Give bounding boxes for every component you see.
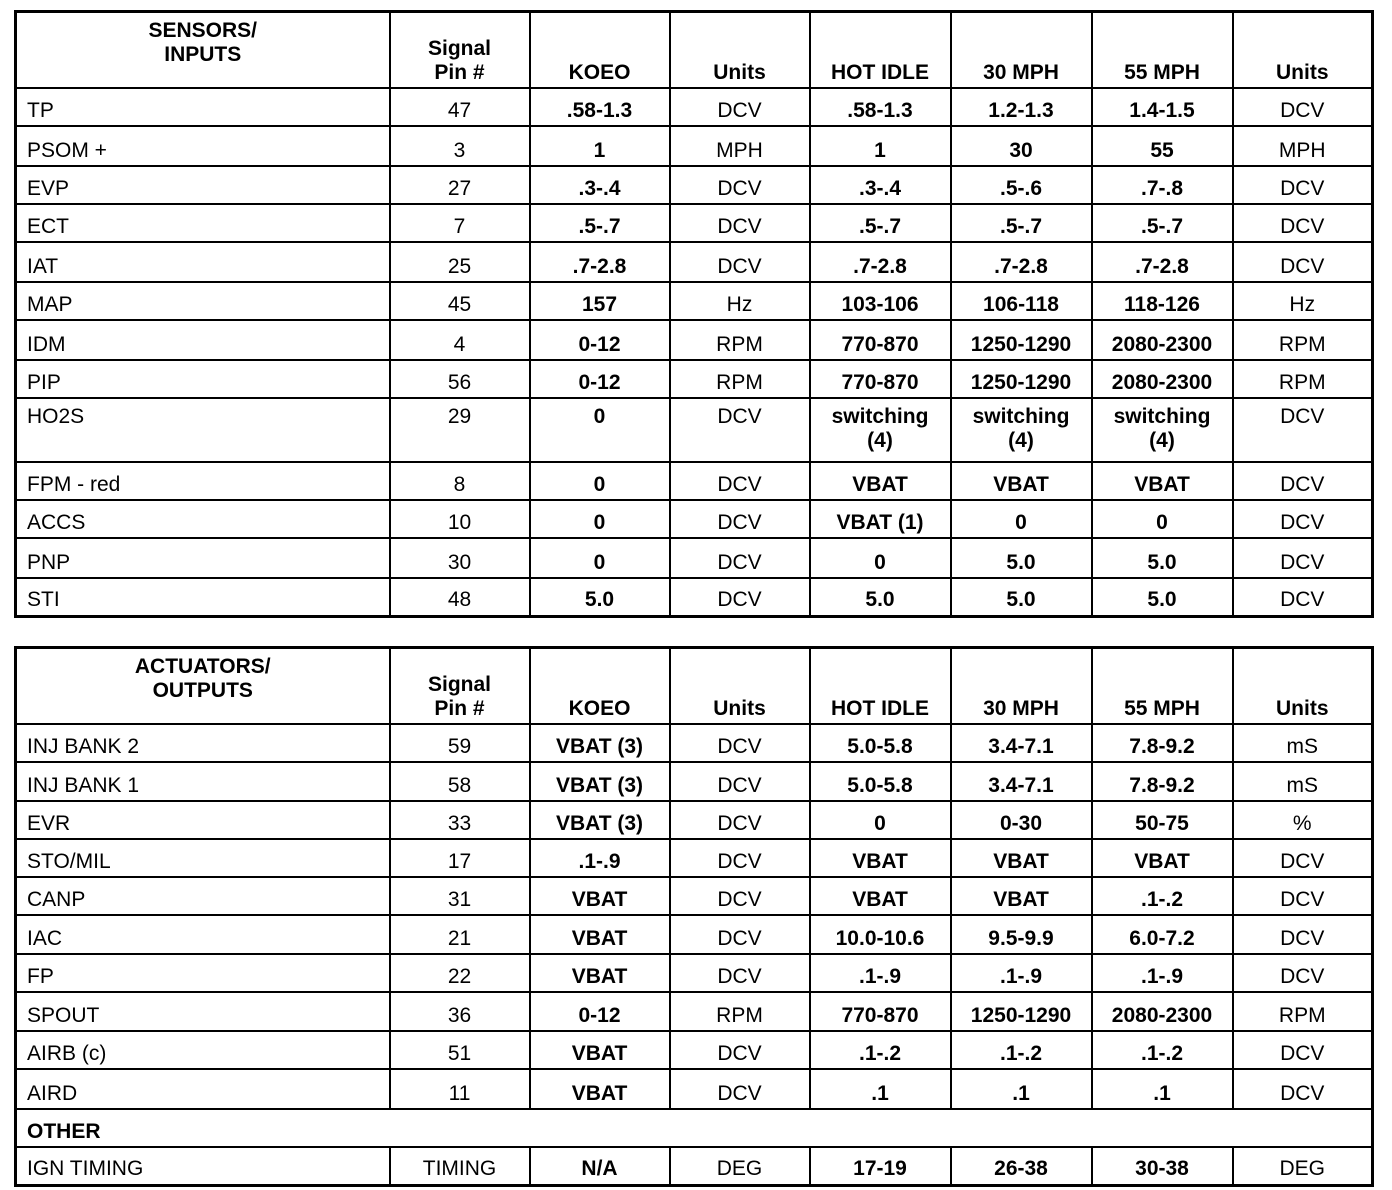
cell-55-mph: 7.8-9.2 [1092, 724, 1233, 762]
cell-units: DEG [670, 1147, 810, 1185]
cell-30-mph: 1250-1290 [951, 360, 1092, 398]
table-row [16, 166, 1373, 204]
cell-55-mph: 118-126 [1092, 282, 1233, 320]
cell-units-2: DCV [1233, 578, 1373, 616]
table-row [16, 992, 1373, 1031]
other-section-label: OTHER [16, 1109, 1373, 1147]
cell-name: PIP [16, 360, 390, 398]
cell-koeo: VBAT [530, 954, 670, 992]
header-signal-pin: Signal Pin # [390, 12, 530, 89]
cell-55-mph: 55 [1092, 126, 1233, 166]
table-row [16, 282, 1373, 320]
cell-55-mph: 0 [1092, 500, 1233, 538]
cell-30-mph: 9.5-9.9 [951, 915, 1092, 954]
cell-hot-idle: .7-2.8 [810, 242, 951, 282]
cell-units: Hz [670, 282, 810, 320]
table-row [16, 398, 1373, 462]
cell-hot-idle: .1-.2 [810, 1031, 951, 1069]
cell-units-2: mS [1233, 762, 1373, 801]
cell-signal-pin: 33 [390, 801, 530, 839]
cell-signal-pin: 31 [390, 877, 530, 915]
cell-55-mph: .5-.7 [1092, 204, 1233, 242]
cell-koeo: 157 [530, 282, 670, 320]
cell-hot-idle: 10.0-10.6 [810, 915, 951, 954]
cell-koeo: 5.0 [530, 578, 670, 616]
cell-signal-pin: 25 [390, 242, 530, 282]
cell-koeo: VBAT (3) [530, 801, 670, 839]
table-row [16, 242, 1373, 282]
cell-name: EVR [16, 801, 390, 839]
cell-hot-idle: .1 [810, 1069, 951, 1109]
cell-units: RPM [670, 360, 810, 398]
cell-koeo: VBAT [530, 877, 670, 915]
header-name: SENSORS/ INPUTS [16, 12, 390, 89]
cell-koeo: .7-2.8 [530, 242, 670, 282]
cell-hot-idle: 5.0-5.8 [810, 724, 951, 762]
cell-units-2: % [1233, 801, 1373, 839]
cell-units-2: DCV [1233, 204, 1373, 242]
cell-hot-idle: 1 [810, 126, 951, 166]
cell-30-mph: 106-118 [951, 282, 1092, 320]
cell-koeo: .3-.4 [530, 166, 670, 204]
table-row [16, 724, 1373, 762]
sensors-inputs-table [14, 10, 1374, 618]
cell-hot-idle: .1-.9 [810, 954, 951, 992]
table-row [16, 1031, 1373, 1069]
header-units: Units [670, 12, 810, 89]
header-hot-idle: HOT IDLE [810, 12, 951, 89]
cell-units: DCV [670, 915, 810, 954]
cell-koeo: 0 [530, 398, 670, 462]
cell-units: DCV [670, 954, 810, 992]
cell-55-mph: 2080-2300 [1092, 320, 1233, 360]
table-row [16, 1069, 1373, 1109]
cell-units-2: MPH [1233, 126, 1373, 166]
table-row [16, 88, 1373, 126]
cell-name: MAP [16, 282, 390, 320]
header-30-mph: 30 MPH [951, 648, 1092, 725]
cell-hot-idle: .3-.4 [810, 166, 951, 204]
table-row [16, 360, 1373, 398]
cell-hot-idle: .58-1.3 [810, 88, 951, 126]
cell-name: HO2S [16, 398, 390, 462]
cell-name: CANP [16, 877, 390, 915]
table-row [16, 954, 1373, 992]
header-name: ACTUATORS/ OUTPUTS [16, 648, 390, 725]
cell-30-mph: 26-38 [951, 1147, 1092, 1185]
cell-name: IAC [16, 915, 390, 954]
cell-units-2: DCV [1233, 88, 1373, 126]
cell-signal-pin: TIMING [390, 1147, 530, 1185]
actuators-outputs-table [14, 646, 1374, 1187]
cell-units: DCV [670, 801, 810, 839]
cell-signal-pin: 56 [390, 360, 530, 398]
cell-koeo: 0 [530, 538, 670, 578]
cell-signal-pin: 22 [390, 954, 530, 992]
cell-koeo: VBAT [530, 1031, 670, 1069]
cell-hot-idle: 17-19 [810, 1147, 951, 1185]
cell-units-2: DCV [1233, 538, 1373, 578]
cell-units-2: RPM [1233, 320, 1373, 360]
cell-units-2: DCV [1233, 398, 1373, 462]
cell-units-2: mS [1233, 724, 1373, 762]
cell-30-mph: 30 [951, 126, 1092, 166]
table-row [16, 500, 1373, 538]
header-55-mph: 55 MPH [1092, 12, 1233, 89]
cell-signal-pin: 11 [390, 1069, 530, 1109]
cell-30-mph: .5-.7 [951, 204, 1092, 242]
cell-koeo: .5-.7 [530, 204, 670, 242]
cell-signal-pin: 51 [390, 1031, 530, 1069]
cell-signal-pin: 48 [390, 578, 530, 616]
cell-hot-idle: 103-106 [810, 282, 951, 320]
cell-units-2: DCV [1233, 242, 1373, 282]
header-units-2: Units [1233, 648, 1373, 725]
cell-30-mph: 3.4-7.1 [951, 724, 1092, 762]
cell-name: STI [16, 578, 390, 616]
cell-30-mph: .5-.6 [951, 166, 1092, 204]
cell-signal-pin: 3 [390, 126, 530, 166]
table-row [16, 320, 1373, 360]
cell-koeo: 1 [530, 126, 670, 166]
cell-name: FP [16, 954, 390, 992]
cell-koeo: .58-1.3 [530, 88, 670, 126]
cell-signal-pin: 27 [390, 166, 530, 204]
cell-name: PSOM + [16, 126, 390, 166]
cell-30-mph: .1 [951, 1069, 1092, 1109]
cell-30-mph: VBAT [951, 877, 1092, 915]
cell-signal-pin: 58 [390, 762, 530, 801]
cell-signal-pin: 21 [390, 915, 530, 954]
cell-signal-pin: 45 [390, 282, 530, 320]
cell-30-mph: .1-.9 [951, 954, 1092, 992]
cell-signal-pin: 59 [390, 724, 530, 762]
actuators-header-row [16, 648, 1373, 725]
cell-signal-pin: 10 [390, 500, 530, 538]
cell-koeo: VBAT (3) [530, 724, 670, 762]
cell-koeo: 0 [530, 462, 670, 500]
table-row [16, 204, 1373, 242]
cell-koeo: 0 [530, 500, 670, 538]
cell-units-2: DCV [1233, 166, 1373, 204]
cell-koeo: 0-12 [530, 320, 670, 360]
cell-units-2: DCV [1233, 462, 1373, 500]
cell-name: ECT [16, 204, 390, 242]
cell-name: TP [16, 88, 390, 126]
cell-signal-pin: 29 [390, 398, 530, 462]
cell-koeo: N/A [530, 1147, 670, 1185]
cell-units-2: DCV [1233, 954, 1373, 992]
cell-30-mph: 5.0 [951, 538, 1092, 578]
cell-30-mph: 1250-1290 [951, 320, 1092, 360]
header-signal-pin: Signal Pin # [390, 648, 530, 725]
cell-units: DCV [670, 839, 810, 877]
cell-30-mph: VBAT [951, 839, 1092, 877]
cell-55-mph: switching (4) [1092, 398, 1233, 462]
header-units-2: Units [1233, 12, 1373, 89]
cell-signal-pin: 17 [390, 839, 530, 877]
cell-koeo: 0-12 [530, 992, 670, 1031]
cell-units: DCV [670, 877, 810, 915]
cell-koeo: VBAT (3) [530, 762, 670, 801]
cell-signal-pin: 47 [390, 88, 530, 126]
table-row [16, 877, 1373, 915]
actuators-table-body [16, 724, 1373, 1185]
sensors-header-row [16, 12, 1373, 89]
cell-units: DCV [670, 242, 810, 282]
cell-30-mph: 5.0 [951, 578, 1092, 616]
cell-units: DCV [670, 1031, 810, 1069]
cell-hot-idle: 0 [810, 801, 951, 839]
cell-units-2: DCV [1233, 915, 1373, 954]
cell-units: DCV [670, 398, 810, 462]
cell-koeo: .1-.9 [530, 839, 670, 877]
cell-signal-pin: 4 [390, 320, 530, 360]
cell-units-2: DCV [1233, 839, 1373, 877]
cell-units-2: DCV [1233, 500, 1373, 538]
cell-30-mph: switching (4) [951, 398, 1092, 462]
cell-55-mph: VBAT [1092, 839, 1233, 877]
cell-hot-idle: switching (4) [810, 398, 951, 462]
cell-units: DCV [670, 88, 810, 126]
cell-55-mph: .1-.9 [1092, 954, 1233, 992]
cell-55-mph: .7-.8 [1092, 166, 1233, 204]
header-55-mph: 55 MPH [1092, 648, 1233, 725]
table-row [16, 915, 1373, 954]
actuators-table-header [16, 648, 1373, 725]
cell-signal-pin: 7 [390, 204, 530, 242]
table-row [16, 578, 1373, 616]
sensors-table-body [16, 88, 1373, 616]
cell-55-mph: .1-.2 [1092, 1031, 1233, 1069]
cell-name: EVP [16, 166, 390, 204]
cell-55-mph: 50-75 [1092, 801, 1233, 839]
table-row [16, 801, 1373, 839]
cell-name: INJ BANK 1 [16, 762, 390, 801]
cell-hot-idle: .5-.7 [810, 204, 951, 242]
cell-30-mph: VBAT [951, 462, 1092, 500]
header-units: Units [670, 648, 810, 725]
cell-55-mph: .7-2.8 [1092, 242, 1233, 282]
table-row [16, 126, 1373, 166]
cell-55-mph: .1-.2 [1092, 877, 1233, 915]
cell-units: DCV [670, 762, 810, 801]
header-koeo: KOEO [530, 648, 670, 725]
cell-hot-idle: 5.0-5.8 [810, 762, 951, 801]
cell-hot-idle: VBAT [810, 462, 951, 500]
cell-55-mph: 1.4-1.5 [1092, 88, 1233, 126]
cell-hot-idle: VBAT [810, 839, 951, 877]
cell-55-mph: VBAT [1092, 462, 1233, 500]
cell-55-mph: 7.8-9.2 [1092, 762, 1233, 801]
header-hot-idle: HOT IDLE [810, 648, 951, 725]
cell-units: DCV [670, 1069, 810, 1109]
cell-signal-pin: 30 [390, 538, 530, 578]
cell-30-mph: 0 [951, 500, 1092, 538]
header-koeo: KOEO [530, 12, 670, 89]
cell-hot-idle: 0 [810, 538, 951, 578]
sensors-table-header [16, 12, 1373, 89]
cell-30-mph: 1250-1290 [951, 992, 1092, 1031]
cell-units: MPH [670, 126, 810, 166]
cell-55-mph: .1 [1092, 1069, 1233, 1109]
cell-hot-idle: VBAT [810, 877, 951, 915]
cell-name: SPOUT [16, 992, 390, 1031]
cell-name: IGN TIMING [16, 1147, 390, 1185]
cell-55-mph: 5.0 [1092, 578, 1233, 616]
cell-name: AIRD [16, 1069, 390, 1109]
cell-units-2: Hz [1233, 282, 1373, 320]
cell-name: IAT [16, 242, 390, 282]
table-row [16, 1147, 1373, 1185]
cell-units-2: DEG [1233, 1147, 1373, 1185]
table-row [16, 462, 1373, 500]
cell-units: RPM [670, 992, 810, 1031]
cell-hot-idle: 5.0 [810, 578, 951, 616]
cell-units: DCV [670, 204, 810, 242]
cell-koeo: 0-12 [530, 360, 670, 398]
cell-name: ACCS [16, 500, 390, 538]
table-row [16, 839, 1373, 877]
cell-units-2: DCV [1233, 877, 1373, 915]
cell-30-mph: 0-30 [951, 801, 1092, 839]
cell-55-mph: 2080-2300 [1092, 992, 1233, 1031]
cell-koeo: VBAT [530, 1069, 670, 1109]
cell-55-mph: 6.0-7.2 [1092, 915, 1233, 954]
cell-hot-idle: VBAT (1) [810, 500, 951, 538]
cell-units: RPM [670, 320, 810, 360]
cell-units: DCV [670, 578, 810, 616]
cell-55-mph: 5.0 [1092, 538, 1233, 578]
cell-30-mph: 1.2-1.3 [951, 88, 1092, 126]
cell-units: DCV [670, 500, 810, 538]
other-section-row [16, 1109, 1373, 1147]
cell-signal-pin: 8 [390, 462, 530, 500]
cell-units: DCV [670, 462, 810, 500]
table-row [16, 538, 1373, 578]
header-30-mph: 30 MPH [951, 12, 1092, 89]
cell-30-mph: .7-2.8 [951, 242, 1092, 282]
cell-units-2: DCV [1233, 1031, 1373, 1069]
cell-units-2: RPM [1233, 360, 1373, 398]
cell-name: PNP [16, 538, 390, 578]
cell-koeo: VBAT [530, 915, 670, 954]
cell-hot-idle: 770-870 [810, 360, 951, 398]
cell-name: FPM - red [16, 462, 390, 500]
cell-name: AIRB (c) [16, 1031, 390, 1069]
cell-name: IDM [16, 320, 390, 360]
cell-hot-idle: 770-870 [810, 320, 951, 360]
table-row [16, 762, 1373, 801]
cell-units-2: DCV [1233, 1069, 1373, 1109]
cell-signal-pin: 36 [390, 992, 530, 1031]
cell-units-2: RPM [1233, 992, 1373, 1031]
cell-55-mph: 30-38 [1092, 1147, 1233, 1185]
cell-name: INJ BANK 2 [16, 724, 390, 762]
cell-name: STO/MIL [16, 839, 390, 877]
cell-55-mph: 2080-2300 [1092, 360, 1233, 398]
cell-units: DCV [670, 166, 810, 204]
cell-30-mph: 3.4-7.1 [951, 762, 1092, 801]
cell-units: DCV [670, 724, 810, 762]
cell-30-mph: .1-.2 [951, 1031, 1092, 1069]
cell-hot-idle: 770-870 [810, 992, 951, 1031]
cell-units: DCV [670, 538, 810, 578]
